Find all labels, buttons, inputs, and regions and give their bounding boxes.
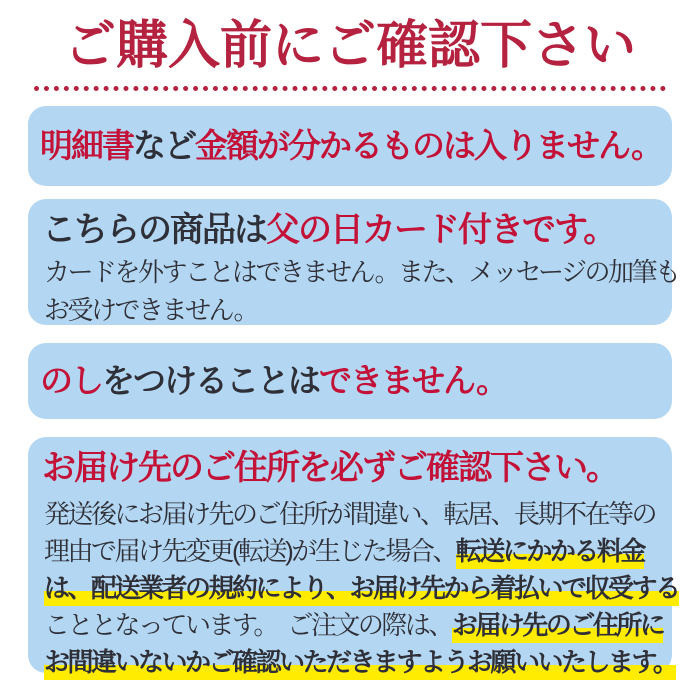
body-segment: 理由で届け先変更(転送)が生じた場合、 [44,535,456,566]
notice-box-receipt [28,106,672,186]
dotted-divider [34,86,666,91]
address-notice-body [44,496,679,681]
heading-segment: のし [40,362,102,400]
card-notice-body-line: カードを外すことはできません。また、メッセージの加筆も [44,256,679,287]
body-segment-highlighted: は、配送業者の規約により、お届け先から着払いで収受する [44,573,679,606]
notice-box-address [28,437,679,677]
receipt-notice-heading [40,125,662,166]
address-notice-heading: お届け先のご住所を必ずご確認下さい。 [42,449,618,487]
heading-segment: など [133,127,195,165]
heading-segment: 父の日カード付きです。 [266,211,616,249]
heading-segment: できません。 [319,362,507,400]
address-body-line [44,607,664,644]
body-segment: 発送後にお届け先のご住所が間違い、転居、長期不在等の [44,498,656,529]
heading-segment: をつけることは [102,362,319,400]
heading-segment: 明細書 [40,127,133,165]
body-segment-highlighted: お届け先のご住所に [452,610,664,643]
address-body-line [44,570,679,607]
notice-box-fathers-day-card [28,199,679,325]
body-segment-highlighted: お間違いないかご確認いただきますようお願いいたします。 [44,647,676,680]
heading-segment: こちらの商品は [42,211,266,249]
noshi-notice-heading [40,360,507,401]
address-body-line [44,533,658,570]
page-title: ご購入前にご確認下さい [63,17,636,75]
body-segment-highlighted: 転送にかかる料金 [456,536,644,569]
card-notice-body-line: お受けできません。 [44,294,258,325]
card-notice-heading [42,209,658,252]
body-segment: こととなっています。 ご注文の際は、 [44,609,452,640]
heading-segment: 金額が分かるものは入りません。 [195,127,662,165]
notice-box-noshi [28,343,672,419]
address-body-line [44,496,658,533]
address-body-line [44,644,677,681]
